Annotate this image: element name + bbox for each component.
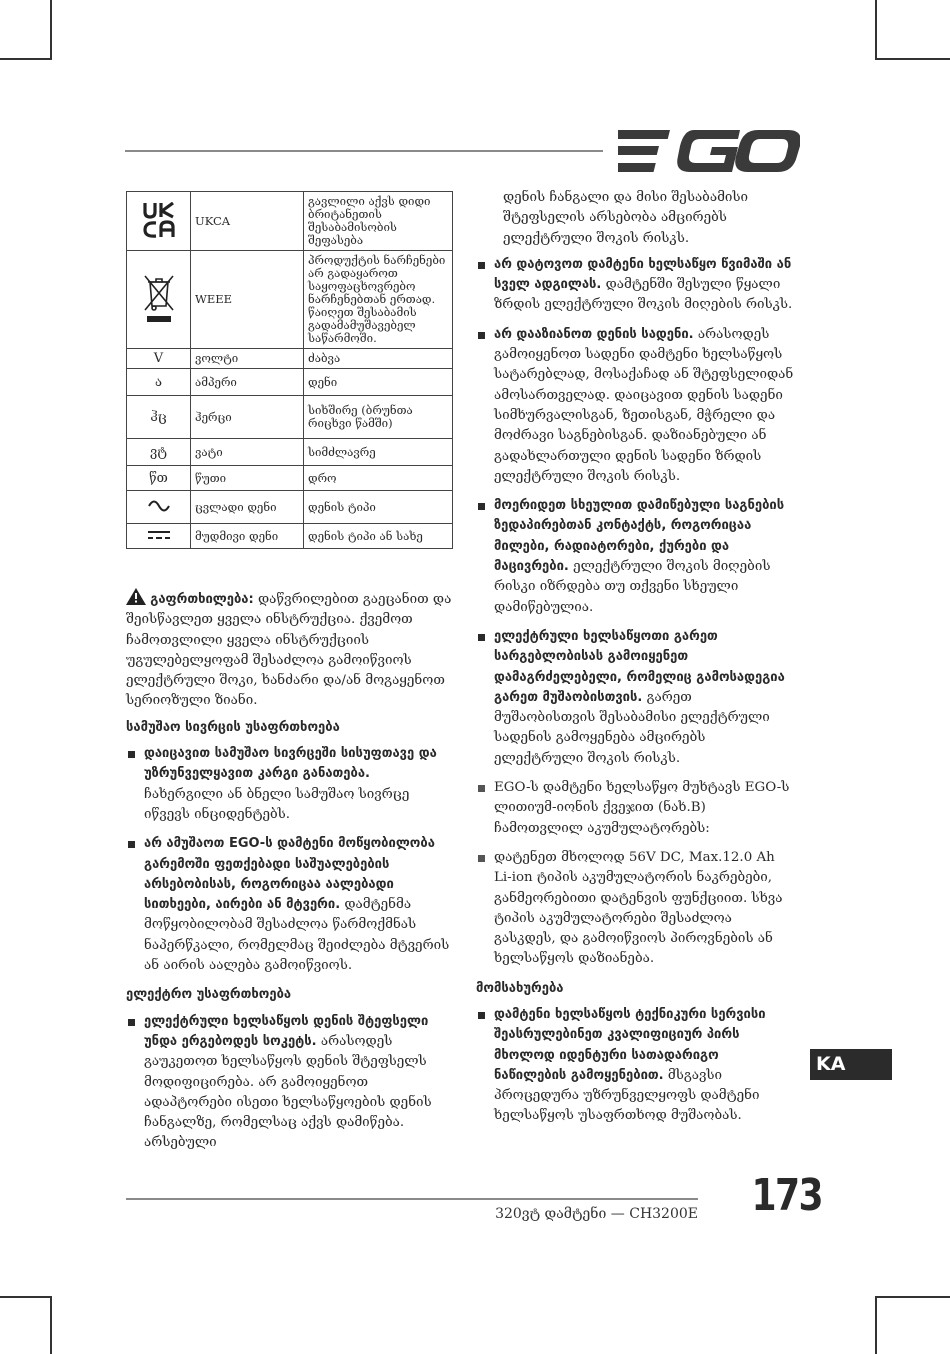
- bullet-bold: არ ამუშაოთ EGO-ს დამტენი მოწყობილობა გარემოში ფეთქებადი საშუალებების არსებობისას, როგორიცაა აალებადი სითხეები, აირები ან მტვერი.: [144, 836, 435, 913]
- warning-label: გაფრთხილება:: [150, 592, 254, 607]
- crop-mark: [0, 58, 52, 60]
- bullet-text: გარეთ მუშაობისთვის შესაბამისი ელექტრული სადენის გამოყენება ამცირებს ელექტრული შოკის რისკს.: [494, 689, 770, 766]
- footer-text: 320ვტ დამტენი — CH3200E: [495, 1206, 698, 1222]
- page-number: 173: [751, 1170, 822, 1221]
- crop-mark: [875, 1296, 877, 1354]
- symbol-description: სიმძლავრე: [304, 439, 453, 466]
- symbol-abbrev: V: [127, 349, 191, 369]
- bullet-text: ელექტრული შოკის მიღების რისკი იზრდება თუ თქვენი სხეული დამიწებულია.: [494, 559, 771, 615]
- header-rule: [125, 150, 603, 152]
- list-item: [126, 1012, 453, 1154]
- bullet-list: [126, 744, 453, 976]
- symbol-description: ძაბვა: [304, 349, 453, 369]
- list-item: [476, 255, 794, 316]
- ego-logo: [618, 130, 800, 172]
- right-column: [476, 188, 794, 1136]
- symbol-abbrev: ვტ: [127, 439, 191, 466]
- list-item: [126, 834, 453, 976]
- symbol-name: WEEE: [191, 251, 304, 349]
- language-tab: KA: [810, 1049, 892, 1080]
- symbol-name: ვატი: [191, 439, 304, 466]
- ukca-mark-icon: [127, 192, 191, 251]
- bullet-text: არასოდეს გამოიყენოთ სადენი დამტენი ხელსაწყოს სატარებლად, მოსაქაჩად ან შტეფსელიდან ამოსართველად. დაიცავით დენის სადენი სიმხურვალისგან, ზეთისგან, მჭრელი და მოძრავი საგნებისგან. დაზიანებული ან გადახლართული დენის სადენი ზრდის ელექტრული შოკის რისკს.: [494, 326, 794, 484]
- symbol-description: პროდუქტის ნარჩენები არ გადაყაროთ საყოფაცხოვრებო ნარჩენებთან ერთად. წაიღეთ შესაბამის გადამამუშავებელ საწარმოში.: [304, 251, 453, 349]
- symbol-abbrev: ა: [127, 369, 191, 396]
- symbol-description: დენის ტიპი: [304, 491, 453, 524]
- symbol-description: დრო: [304, 466, 453, 491]
- symbol-description: დენის ტიპი ან სახე: [304, 524, 453, 549]
- symbol-abbrev: ჰც: [127, 396, 191, 439]
- bullet-bold: მოერიდეთ სხეულით დამიწებული საგნების ზედაპირებთან კონტაქტს, როგორიცაა მილები, რადიატორები, ქურები და მაცივრები.: [494, 498, 785, 575]
- bullet-bold: დაიცავით სამუშაო სივრცეში სისუფთავე და უზრუნველყავით კარგი განათება.: [144, 746, 437, 782]
- symbol-name: წუთი: [191, 466, 304, 491]
- list-item: [476, 627, 794, 769]
- list-item: [476, 848, 794, 970]
- bullet-text: არასოდეს გაუკეთოთ ხელსაწყოს დენის შტეფსელს მოდიფიცირება. არ გამოიყენოთ ადაპტორები ისეთი ხელსაწყოების დენის ჩანგალზე, რომელსაც აქვს დამიწება. არსებული: [144, 1033, 432, 1151]
- bullet-bold: დამტენი ხელსაწყოს ტექნიკური სერვისი შეასრულებინეთ კვალიფიციურ პირს მხოლოდ იდენტური სათადარიგო ნაწილების გამოყენებით.: [494, 1006, 766, 1083]
- symbol-name: ამპერი: [191, 369, 304, 396]
- bullet-bold: არ დააზიანოთ დენის სადენი.: [494, 326, 694, 342]
- section-heading: სამუშაო სივრცის უსაფრთხოება: [126, 719, 340, 735]
- table-row: [127, 192, 453, 251]
- table-row: [127, 439, 453, 466]
- bullet-bold: არ დატოვოთ დამტენი ხელსაწყო წვიმაში ან სველ ადგილას.: [494, 256, 792, 293]
- bullet-list: [476, 255, 794, 970]
- symbol-description: დენი: [304, 369, 453, 396]
- bullet-text: დამტენმა მოწყობილობამ შესაძლოა წარმოქმნას ნაპერწკალი, რომელმაც შეიძლება მტვერის ან აირის აალება გამოიწვიოს.: [144, 897, 450, 974]
- direct-current-icon: [127, 524, 191, 549]
- warning-triangle-icon: [126, 588, 146, 605]
- symbol-description: გავლილი აქვს დიდი ბრიტანეთის შესაბამისობის შეფასება: [304, 192, 453, 251]
- bullet-text: ჩახერგილი ან ბნელი სამუშაო სივრცე იწვევს ინციდენტებს.: [144, 786, 410, 822]
- bullet-text: მსგავსი პროცედურა უზრუნველყოფს დამტენი ხელსაწყოს უსაფრთხოდ მუშაობას.: [494, 1067, 760, 1124]
- symbol-abbrev: წთ: [127, 466, 191, 491]
- crop-mark: [875, 58, 950, 60]
- crop-mark: [50, 1296, 52, 1354]
- crop-mark: [0, 1296, 52, 1298]
- alternating-current-icon: [127, 491, 191, 524]
- symbol-name: ცვლადი დენი: [191, 491, 304, 524]
- bullet-list: [126, 1012, 453, 1154]
- bullet-bold: ელექტრული ხელსაწყოს დენის შტეფსელი უნდა ერგებოდეს სოკეტს.: [144, 1013, 429, 1049]
- table-row: [127, 466, 453, 491]
- warning-text: დაწვრილებით გაეცანით და შეისწავლეთ ყველა ინსტრუქცია. ქვემოთ ჩამოთვლილი ყველა ინსტრუქციის უგულებელყოფამ შესაძლოა გამოიწვიოს ელექტრული შოკი, ხანძარი და/ან მოგაყენოთ სერიოზული ზიანი.: [126, 592, 452, 709]
- table-row: [127, 349, 453, 369]
- section-heading: მომსახურება: [476, 980, 564, 996]
- list-item: [126, 744, 453, 825]
- table-row: [127, 491, 453, 524]
- continued-text: დენის ჩანგალი და მისი შესაბამისი შტეფსელის არსებობა ამცირებს ელექტრული შოკის რისკს.: [503, 190, 749, 246]
- list-item: [476, 1005, 794, 1127]
- table-row: [127, 369, 453, 396]
- footer-rule: [126, 1198, 698, 1200]
- crop-mark: [50, 0, 52, 60]
- bullet-bold: ელექტრული ხელსაწყოთი გარეთ სარგებლობისას გამოიყენეთ დამაგრძელებელი, რომელიც გამოსადეგია გარეთ მუშაობისთვის.: [494, 628, 785, 705]
- table-row: [127, 524, 453, 549]
- warning-paragraph: [126, 588, 453, 712]
- weee-crossed-bin-icon: [127, 251, 191, 349]
- crop-mark: [875, 1296, 950, 1298]
- table-row: [127, 396, 453, 439]
- section-heading: ელექტრო უსაფრთხოება: [126, 987, 292, 1003]
- left-column: [126, 588, 453, 1163]
- bullet-text: დატენეთ მხოლოდ 56V DC, Max.12.0 Ah Li-ion ტიპის აკუმულატორის ნაკრებები, განმეორებითი დატენვის ფუნქციით. სხვა ტიპის აკუმულატორები შესაძლოა გასკდეს, და გამოიწვიოს პიროვნების ან ხელსაწყოს დაზიანება.: [494, 849, 783, 967]
- bullet-text: დამტენში შესული წყალი ზრდის ელექტრული შოკის მიღების რისკს.: [494, 277, 793, 313]
- bullet-text: EGO-ს დამტენი ხელსაწყო მუხტავს EGO-ს ლითიუმ-იონის ქვეჯით (ნახ.B) ჩამოთვლილ აკუმულატორებს:: [494, 780, 790, 836]
- list-item: [476, 496, 794, 618]
- symbol-description: სიხშირე (ბრუნთა რიცხვი წამში): [304, 396, 453, 439]
- symbol-name: მუდმივი დენი: [191, 524, 304, 549]
- list-item: [476, 325, 794, 487]
- symbol-table: [126, 191, 453, 549]
- symbol-name: UKCA: [191, 192, 304, 251]
- bullet-list: [476, 1005, 794, 1127]
- symbol-name: ვოლტი: [191, 349, 304, 369]
- table-row: [127, 251, 453, 349]
- symbol-name: ჰერცი: [191, 396, 304, 439]
- list-item: [476, 778, 794, 839]
- crop-mark: [875, 0, 877, 60]
